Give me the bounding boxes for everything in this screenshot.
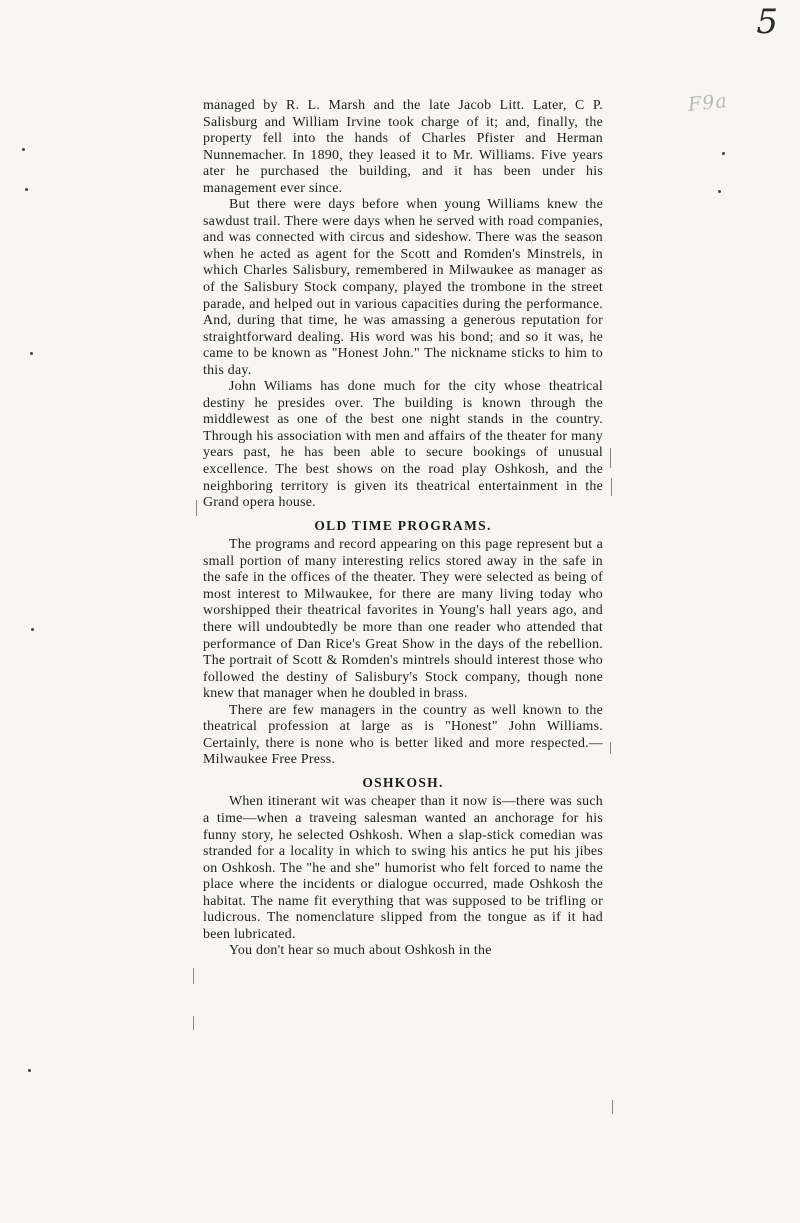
scan-speck (722, 152, 725, 155)
scan-speck (25, 188, 28, 191)
article-paragraph: But there were days before when young Williams knew the sawdust trail. There were days when he served with road companies, and was connected with circus and sideshow. There was the season when he acted as agent for the Scott and Romden's Minstrels, in which Charles Salisbury, remembered in Milwaukee as manager as of the Salisbury Stock company, played the trombone in the street parade, and helped out in various capacities during the performance. And, during that time, he was amassing a generous reputation for straightforward dealing. His word was his bond; and so it was, he came to be known as "Honest John." The nickname sticks to him to this day. (203, 197, 603, 378)
scan-speck (22, 148, 25, 151)
column-edge-mark (611, 478, 612, 496)
column-edge-mark (196, 500, 197, 516)
column-edge-mark (610, 742, 611, 754)
article-paragraph: There are few managers in the country as well known to the theatrical profession at large as is "Honest" John Williams. Certainly, there is none who is better liked and more respected.—Milwaukee Free Press. (203, 702, 603, 768)
article-paragraph: When itinerant wit was cheaper than it now is—there was such a time—when a traveing salesman wanted an anchorage for his funny story, he selected Oshkosh. When a slap-stick comedian was stranded for a locality in which to swing his antics he put his jibes on Oshkosh. The "he and she" humorist who felt forced to name the place where the incidents or dialogue occurred, made Oshkosh the habitat. The name fit everything that was supposed to be trifling or ludicrous. The nomenclature slipped from the tongue as if it had been lubricated. (203, 794, 603, 942)
scan-speck (718, 190, 721, 193)
column-edge-mark (193, 968, 194, 984)
section-heading-oshkosh: OSHKOSH. (362, 774, 444, 790)
margin-handwritten-note: F9a (686, 89, 729, 117)
article-paragraph: You don't hear so much about Oshkosh in the (229, 943, 492, 959)
column-edge-mark (193, 1016, 194, 1030)
section-heading-old-time-programs: OLD TIME PROGRAMS. (314, 517, 492, 533)
article-column (203, 98, 603, 960)
page-number: 5 (756, 2, 778, 42)
scan-speck (30, 352, 33, 355)
scan-speck (28, 1069, 31, 1072)
column-edge-mark (610, 448, 611, 468)
article-paragraph: John Wiliams has done much for the city whose theatrical destiny he presides over. The building is known through the middlewest as one of the best one night stands in the country. Through his association with men and affairs of the theater for many years past, he has been able to secure bookings of unusual excellence. The best shows on the road play Oshkosh, and the neighboring territory is given its theatrical entertainment in the Grand opera house. (203, 379, 603, 511)
scan-speck (31, 628, 34, 631)
article-paragraph: The programs and record appearing on this page represent but a small portion of many interesting relics stored away in the safe in the safe in the offices of the theater. They were selected as being of most interest to Milwaukee, for there are many living today who worshipped their theatrical favorites in Young's hall years ago, and there will undoubtedly be more than one reader who attended that performance of Dan Rice's Great Show in the days of the rebellion. The portrait of Scott & Romden's mintrels should interest those who followed the destiny of Salisbury's Stock company, though none knew that manager when he doubled in brass. (203, 537, 603, 702)
article-paragraph: managed by R. L. Marsh and the late Jacob Litt. Later, C P. Salisburg and William Irvine took charge of it; and, finally, the property fell into the hands of Charles Pfister and Herman Nunnemacher. In 1890, they leased it to Mr. Williams. Five years ater he purchased the building, and it has been under his management ever since. (203, 98, 603, 196)
column-edge-mark (612, 1100, 613, 1114)
